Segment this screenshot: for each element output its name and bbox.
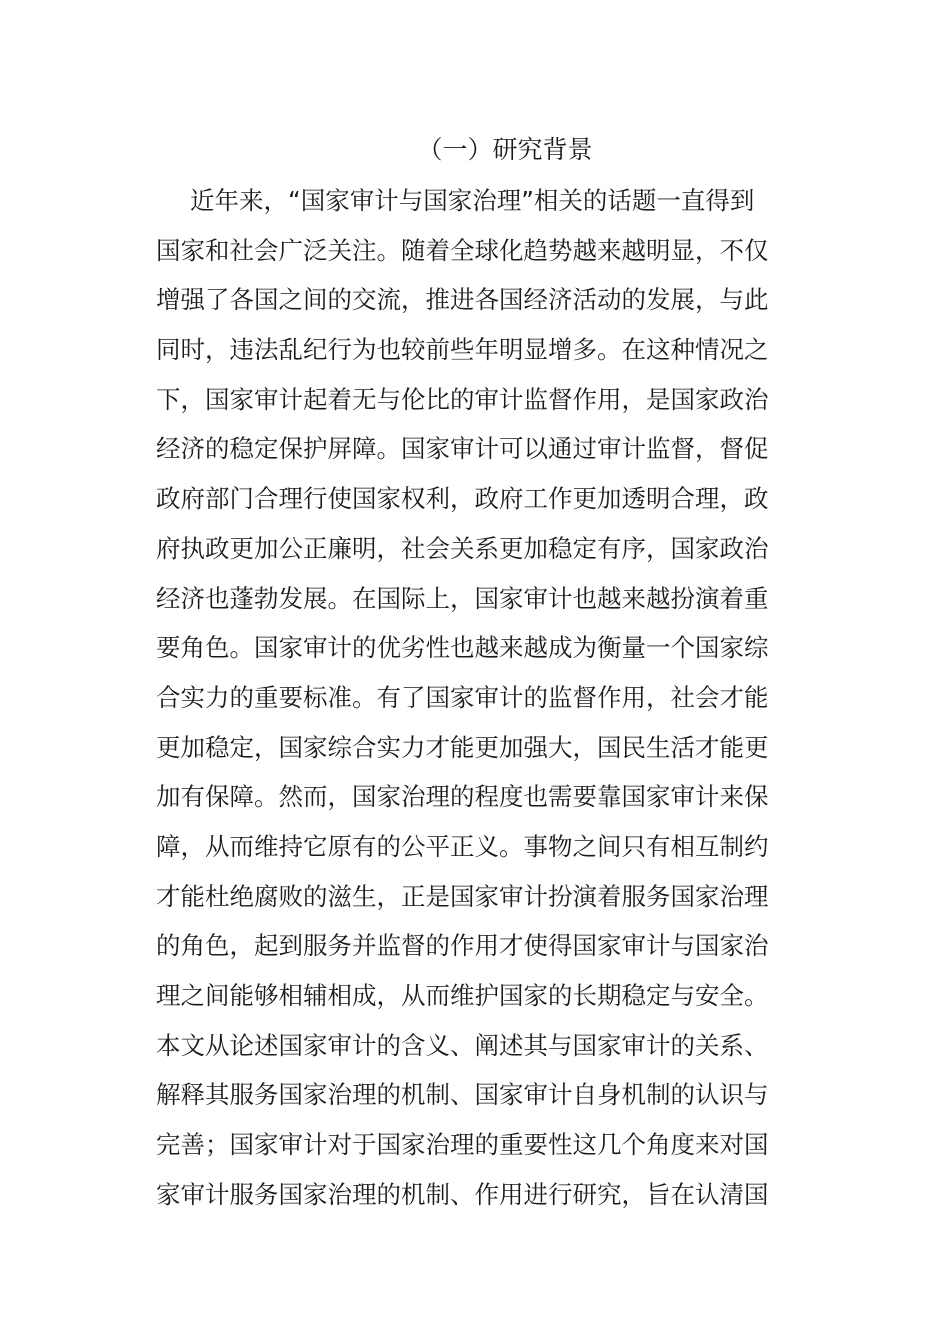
text-line: 更加稳定，国家综合实力才能更加强大，国民生活才能更	[156, 732, 769, 762]
text-line: 本文从论述国家审计的含义、阐述其与国家审计的关系、	[156, 1030, 769, 1060]
text-line: 理之间能够相辅相成，从而维护国家的长期稳定与安全。	[156, 981, 769, 1010]
text-line: 的角色，起到服务并监督的作用才使得国家审计与国家治	[156, 931, 769, 961]
text-line: 府执政更加公正廉明，社会关系更加稳定有序，国家政治	[156, 533, 769, 563]
body-paragraph	[156, 176, 801, 1219]
text-line: 近年来，“国家审计与国家治理”相关的话题一直得到	[190, 186, 755, 215]
text-line: 加有保障。然而，国家治理的程度也需要靠国家审计来保	[156, 782, 769, 812]
text-line: 经济的稳定保护屏障。国家审计可以通过审计监督，督促	[156, 434, 769, 464]
text-line: 才能杜绝腐败的滋生，正是国家审计扮演着服务国家治理	[156, 881, 769, 911]
section-heading: （一）研究背景	[417, 135, 593, 164]
text-line: 要角色。国家审计的优劣性也越来越成为衡量一个国家综	[156, 633, 769, 663]
text-line: 合实力的重要标准。有了国家审计的监督作用，社会才能	[156, 682, 769, 712]
text-line: 增强了各国之间的交流，推进各国经济活动的发展，与此	[156, 285, 769, 315]
text-line: 同时，违法乱纪行为也较前些年明显增多。在这种情况之	[156, 335, 769, 365]
text-line: 经济也蓬勃发展。在国际上，国家审计也越来越扮演着重	[156, 583, 769, 613]
text-line: 下，国家审计起着无与伦比的审计监督作用，是国家政治	[156, 384, 769, 414]
text-line: 解释其服务国家治理的机制、国家审计自身机制的认识与	[156, 1080, 769, 1110]
text-line: 障，从而维持它原有的公平正义。事物之间只有相互制约	[156, 831, 769, 861]
text-line: 国家和社会广泛关注。随着全球化趋势越来越明显，不仅	[156, 235, 769, 265]
text-line: 完善；国家审计对于国家治理的重要性这几个角度来对国	[156, 1130, 769, 1160]
text-line: 家审计服务国家治理的机制、作用进行研究，旨在认清国	[156, 1179, 769, 1209]
text-line: 政府部门合理行使国家权利，政府工作更加透明合理，政	[156, 484, 769, 514]
